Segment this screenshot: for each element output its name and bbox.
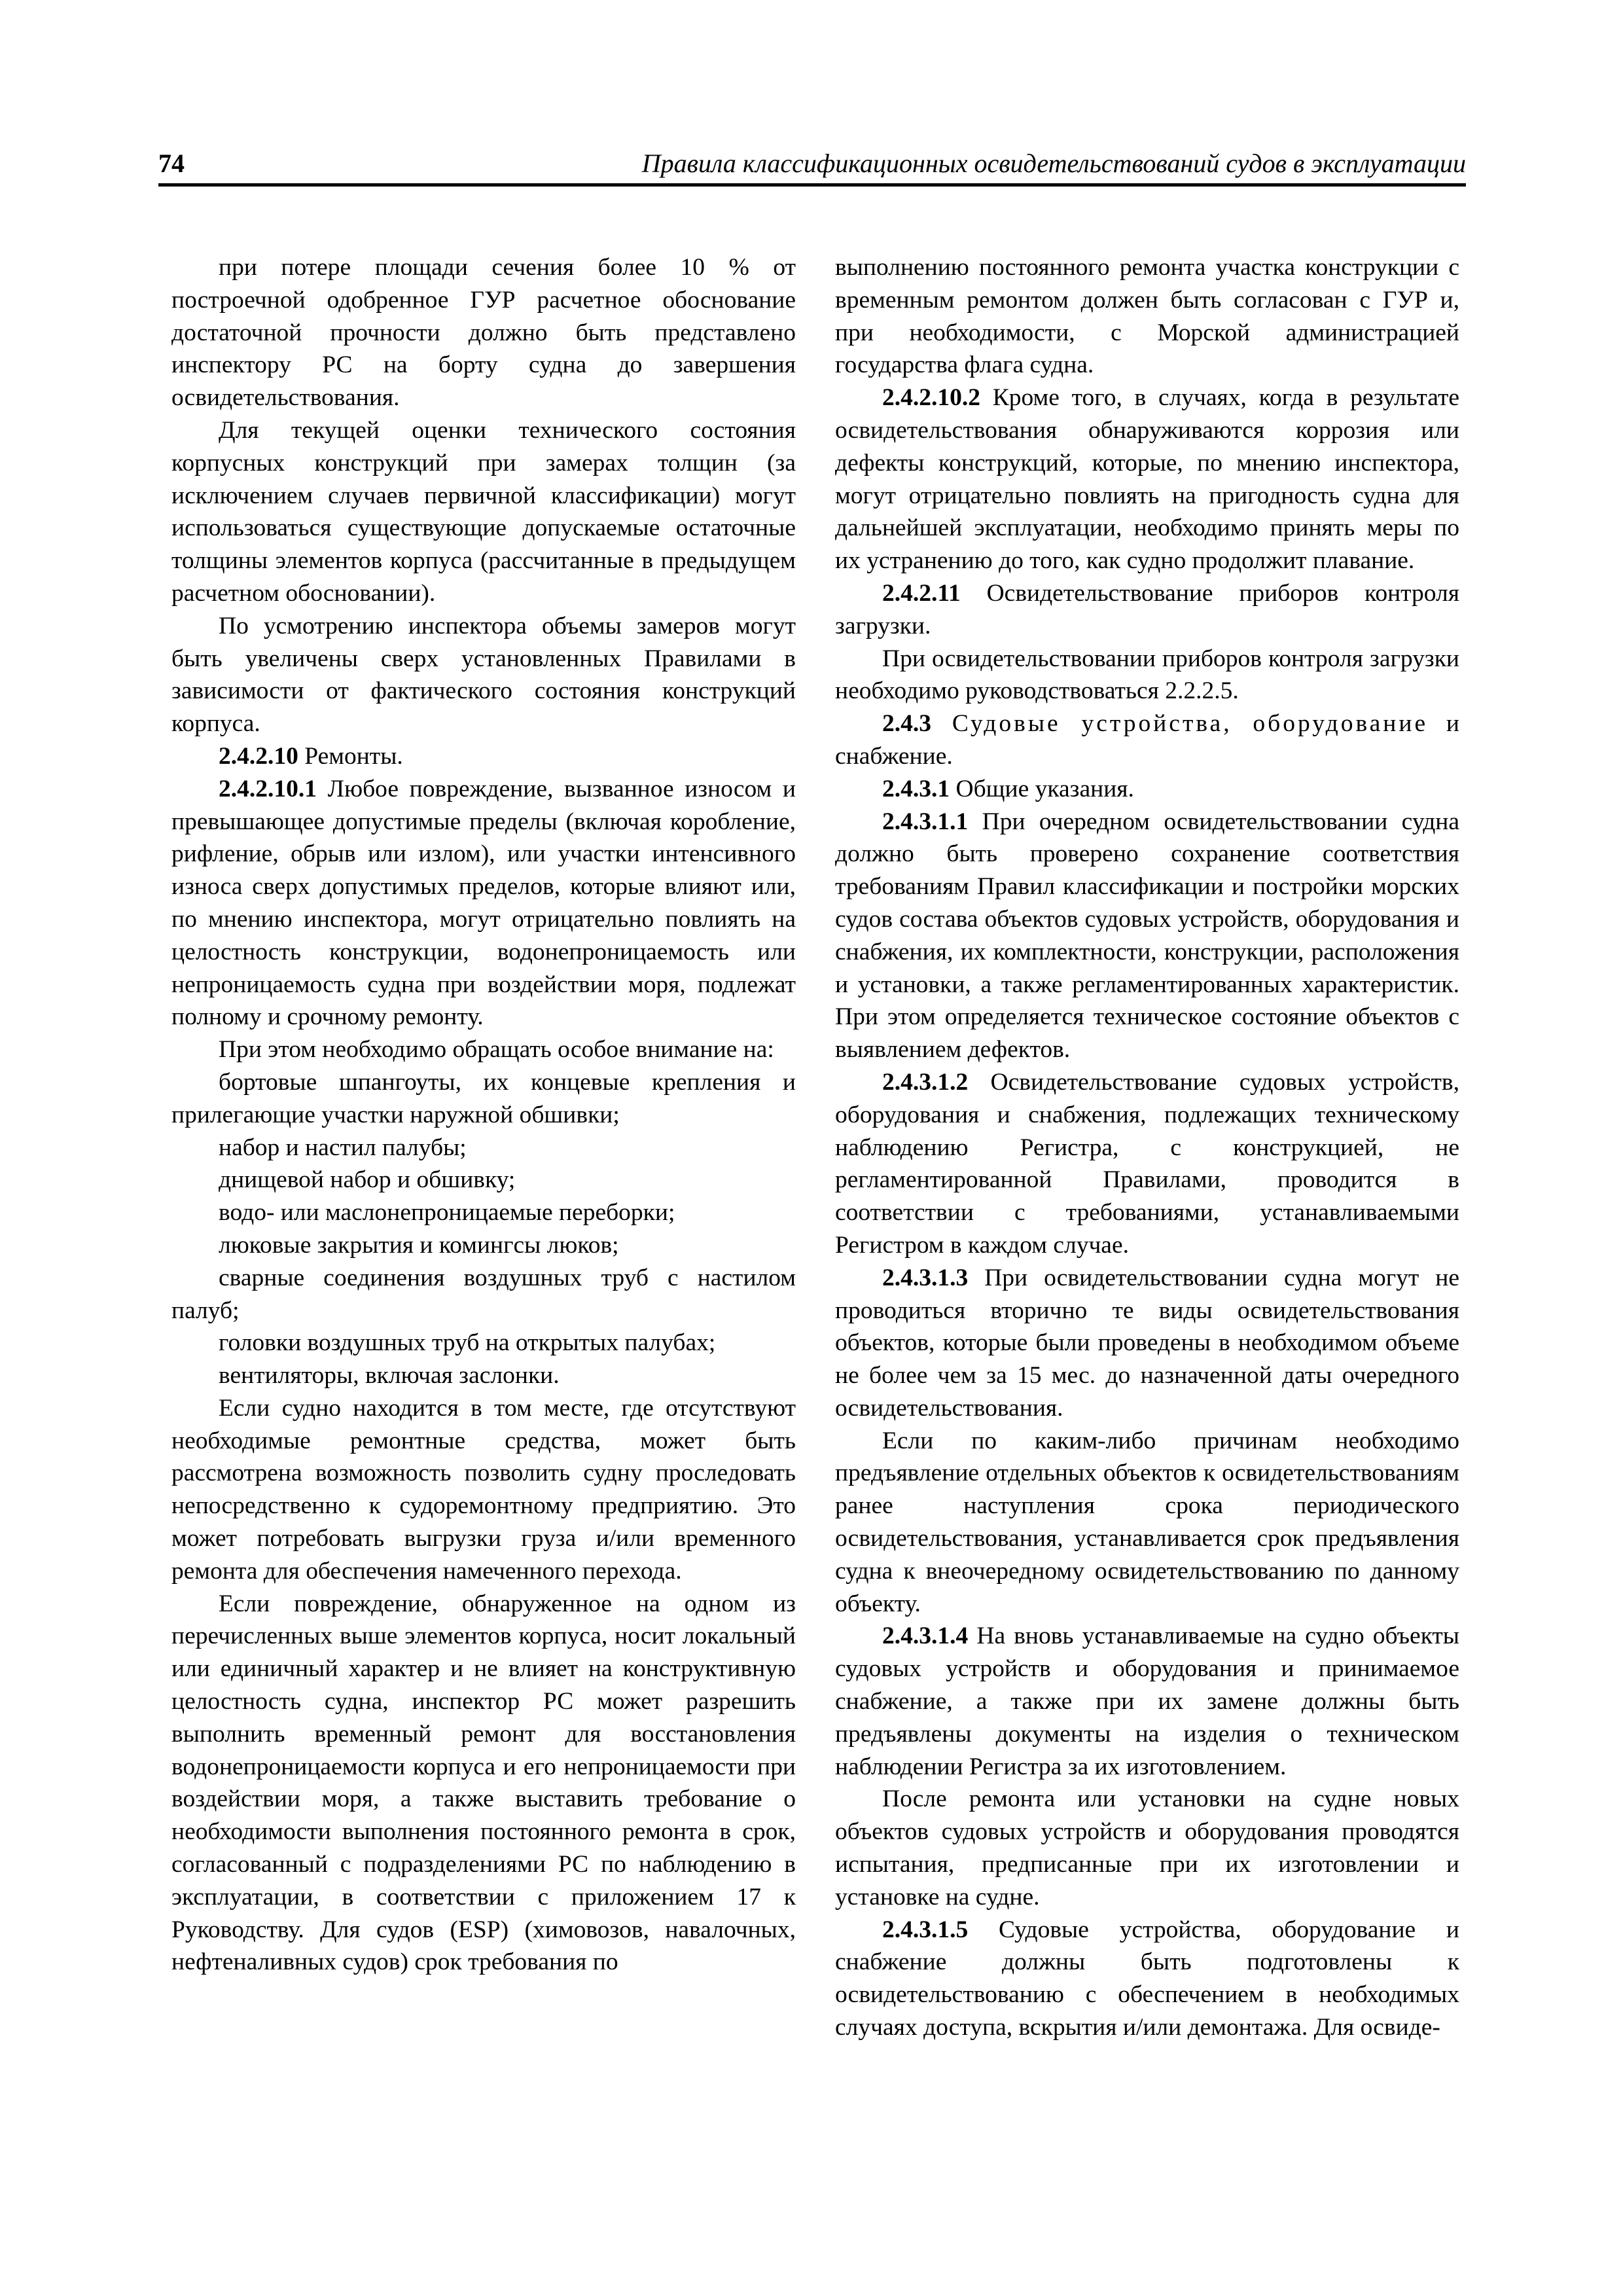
section-number: 2.4.3.1.3 — [882, 1264, 969, 1291]
paragraph-text: Если повреждение, обнаруженное на одном из перечисленных выше элементов корпуса, носит локальный или единичный характер и не влияет на конструктивную целостность судна, инспектор РС может разрешить выполнить временный ремонт для восстановления водонепроницаемости корпуса и его непроницаемости при воздействии моря, а также выставить требование о необходимости выполнения постоянного ремонта в срок, согласованный с подразделениями РС по наблюдению в эксплуатации, в соответствии с приложением 17 к Руководству. Для судов (ESP) (химовозов, навалочных, нефтеналивных судов) срок требования по — [171, 1590, 796, 1976]
paragraph — [835, 708, 1459, 773]
paragraph — [835, 773, 1459, 806]
paragraph-text: Кроме того, в случаях, когда в результате освидетельствования обнаруживаются коррозия или дефекты конструкций, которые, по мнению инспектора, могут отрицательно повлиять на пригодность судна для дальнейшей эксплуатации, необходимо принять меры по их устранению до того, как судно продолжит плавание. — [835, 384, 1459, 575]
paragraph — [171, 1132, 796, 1164]
paragraph-text: Если по каким-либо причинам необходимо предъявление отдельных объектов к освидетельствованиям ранее наступления срока периодического освидетельствования, устанавливается срок предъявления судна к внеочередному освидетельствованию по данному объекту. — [835, 1427, 1459, 1617]
paragraph — [171, 610, 796, 740]
paragraph — [171, 1229, 796, 1262]
section-number: 2.4.2.10 — [219, 742, 298, 770]
section-number: 2.4.3.1.4 — [882, 1623, 969, 1650]
running-title: Правила классификационных освидетельствований судов в эксплуатации — [641, 149, 1466, 178]
paragraph — [171, 1164, 796, 1196]
paragraph-text: днищевой набор и обшивку; — [219, 1166, 516, 1194]
paragraph-text: бортовые шпангоуты, их концевые крепления и прилегающие участки наружной обшивки; — [171, 1068, 796, 1128]
section-number: 2.4.2.10.1 — [219, 775, 317, 802]
paragraph-text: Если судно находится в том месте, где отсутствуют необходимые ремонтные средства, может быть рассмотрена возможность позволить судну проследовать непосредственно к судоремонтному предприятию. Это может потребовать выгрузки груза и/или временного ремонта для обеспечения намеченного перехода. — [171, 1394, 796, 1585]
paragraph-text: выполнению постоянного ремонта участка конструкции с временным ремонтом должен быть согласован с ГУР и, при необходимости, с Морской администрацией государства флага судна. — [835, 254, 1459, 379]
left-column — [171, 251, 796, 1979]
paragraph-text: вентиляторы, включая заслонки. — [219, 1362, 560, 1390]
paragraph — [835, 1620, 1459, 1783]
paragraph-text: При освидетельствовании судна могут не проводиться вторично те виды освидетельствования объектов, которые были проведены в необходимом объеме не более чем за 15 мес. до назначенной даты очередного освидетельствования. — [835, 1264, 1459, 1422]
section-number: 2.4.2.10.2 — [882, 384, 980, 412]
paragraph-text: и снабжение. — [835, 710, 1459, 770]
paragraph — [171, 740, 796, 773]
paragraph — [835, 1425, 1459, 1621]
section-number: 2.4.3 — [882, 710, 931, 738]
paragraph — [171, 1196, 796, 1229]
paragraph — [171, 773, 796, 1033]
paragraph — [835, 1262, 1459, 1425]
paragraph-text: Судовые устройства, оборудование и снабжение должны быть подготовлены к освидетельствованию с обеспечением в необходимых случаях доступа, вскрытия и/или демонтажа. Для освиде- — [835, 1916, 1459, 2041]
section-number: 2.4.2.11 — [882, 579, 961, 607]
paragraph — [171, 1033, 796, 1066]
page-header — [158, 145, 1466, 182]
paragraph-text: Ремонты. — [298, 742, 403, 770]
paragraph-text: сварные соединения воздушных труб с настилом палуб; — [171, 1264, 796, 1324]
paragraph — [835, 251, 1459, 382]
paragraph — [171, 414, 796, 610]
paragraph — [835, 1066, 1459, 1262]
paragraph — [171, 1066, 796, 1132]
paragraph-text: головки воздушных труб на открытых палубах; — [219, 1329, 716, 1357]
section-number: 2.4.3.1.5 — [882, 1916, 969, 1943]
paragraph — [171, 1588, 796, 1979]
paragraph — [835, 806, 1459, 1066]
section-heading: Судовые устройства, оборудование — [931, 710, 1429, 738]
paragraph-text: Любое повреждение, вызванное износом и превышающее допустимые пределы (включая коробление, рифление, обрыв или излом), или участки интенсивного износа сверх допустимых пределов, которые влияют или, по мнению инспектора, могут отрицательно повлиять на целостность конструкции, водонепроницаемость или непроницаемость судна при воздействии моря, подлежат полному и срочному ремонту. — [171, 775, 796, 1031]
paragraph-text: На вновь устанавливаемые на судно объекты судовых устройств и оборудования и принимаемое снабжение, а также при их замене должны быть предъявлены документы на изделия о техническом наблюдении Регистра за их изготовлением. — [835, 1623, 1459, 1780]
paragraph — [171, 1359, 796, 1392]
paragraph-text: При этом необходимо обращать особое внимание на: — [219, 1036, 774, 1064]
paragraph — [835, 1914, 1459, 2044]
paragraph-text: После ремонта или установки на судне новых объектов судовых устройств и оборудования проводятся испытания, предписанные при их изготовлении и установке на судне. — [835, 1785, 1459, 1910]
paragraph-text: По усмотрению инспектора объемы замеров могут быть увеличены сверх установленных Правилами в зависимости от фактического состояния конструкций корпуса. — [171, 612, 796, 738]
paragraph-text: при потере площади сечения более 10 % от построечной одобренное ГУР расчетное обоснование достаточной прочности должно быть представлено инспектору РС на борту судна до завершения освидетельствования. — [171, 254, 796, 412]
paragraph-text: Для текущей оценки технического состояния корпусных конструкций при замерах толщин (за исключением случаев первичной классификации) могут использоваться существующие допускаемые остаточные толщины элементов корпуса (рассчитанные в предыдущем расчетном обосновании). — [171, 416, 796, 607]
paragraph-text: При очередном освидетельствовании судна должно быть проверено сохранение соответствия требованиям Правил классификации и постройки морских судов состава объектов судовых устройств, оборудования и снабжения, их комплектности, конструкции, расположения и установки, а также регламентированных характеристик. При этом определяется техническое состояние объектов с выявлением дефектов. — [835, 808, 1459, 1064]
paragraph-text: Общие указания. — [950, 775, 1134, 802]
section-number: 2.4.3.1.2 — [882, 1068, 969, 1096]
header-rule — [158, 183, 1466, 187]
right-column — [835, 251, 1459, 2044]
section-number: 2.4.3.1.1 — [882, 808, 969, 835]
page-number: 74 — [158, 149, 185, 178]
paragraph — [835, 382, 1459, 577]
paragraph-text: люковые закрытия и комингсы люков; — [219, 1231, 619, 1259]
paragraph — [171, 1262, 796, 1327]
paragraph — [835, 1783, 1459, 1913]
paragraph-text: Освидетельствование судовых устройств, оборудования и снабжения, подлежащих техническому наблюдению Регистра, с конструкцией, не регламентированной Правилами, проводится в соответствии с требованиями, устанавливаемыми Регистром в каждом случае. — [835, 1068, 1459, 1259]
paragraph — [835, 643, 1459, 708]
paragraph — [171, 251, 796, 414]
paragraph-text: водо- или маслонепроницаемые переборки; — [219, 1199, 675, 1227]
paragraph — [835, 577, 1459, 643]
paragraph-text: Освидетельствование приборов контроля загрузки. — [835, 579, 1459, 639]
paragraph-text: набор и настил палубы; — [219, 1134, 467, 1161]
paragraph-text: При освидетельствовании приборов контроля загрузки необходимо руководствоваться 2.2.2.5. — [835, 645, 1459, 705]
paragraph — [171, 1392, 796, 1588]
section-number: 2.4.3.1 — [882, 775, 950, 802]
paragraph — [171, 1327, 796, 1359]
